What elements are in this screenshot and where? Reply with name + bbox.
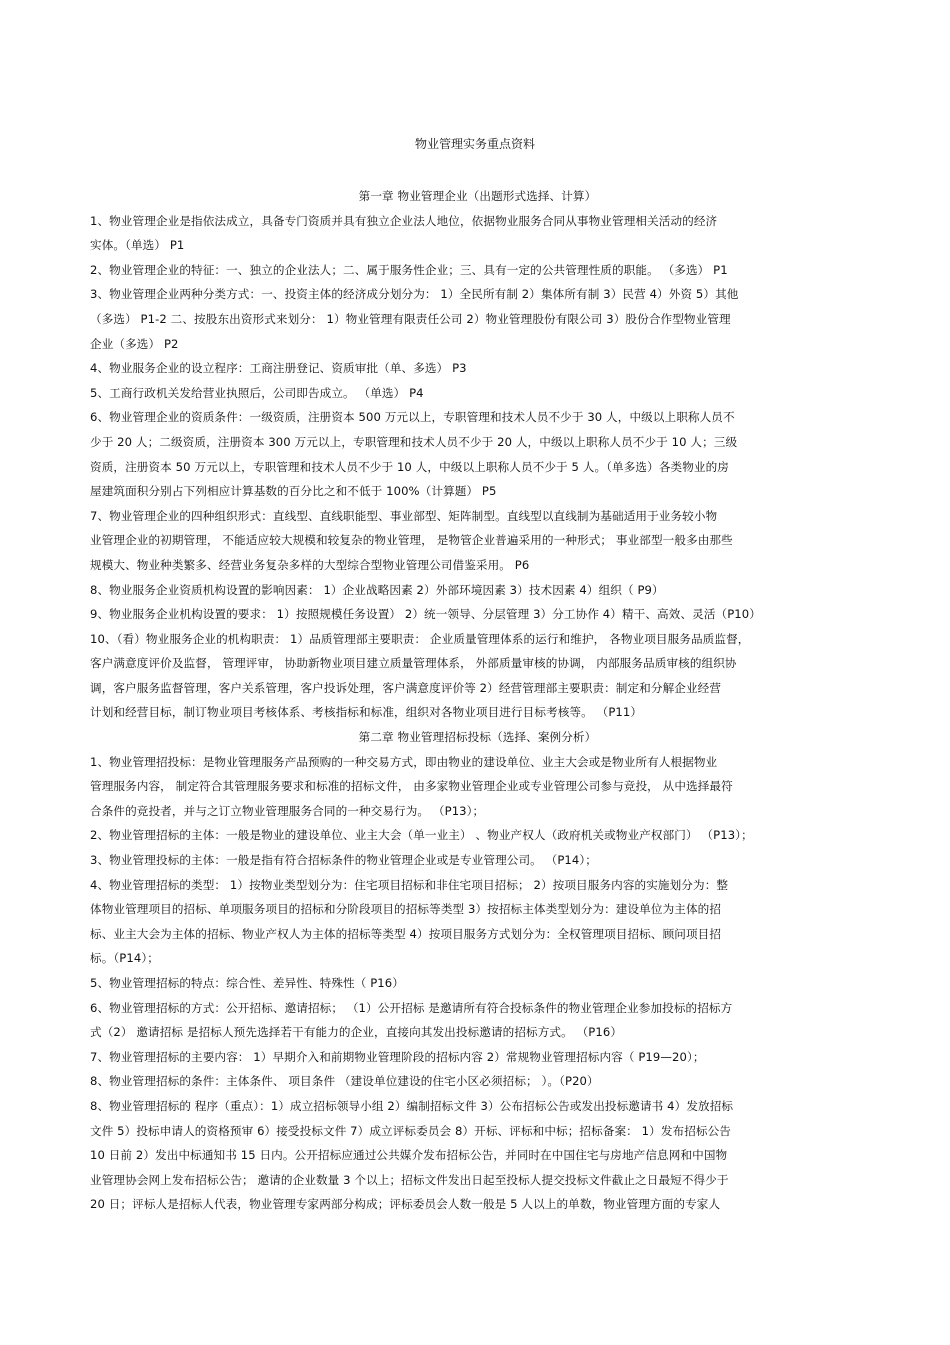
text-line: 3、物业管理企业两种分类方式：一、投资主体的经济成分划分为： 1）全民所有制 2）集体所有制 3）民营 4）外资 5）其他 bbox=[90, 287, 739, 302]
text-line: 计划和经营目标，制订物业项目考核体系、考核指标和标准，组织对各物业项目进行目标考核等。 （P11） bbox=[90, 705, 643, 720]
text-line: 合条件的竞投者，并与之订立物业管理服务合同的一种交易行为。 （P13）； bbox=[90, 803, 485, 818]
text-line: 业管理企业的初期管理， 不能适应较大规模和较复杂的物业管理， 是物管企业普遍采用的一种形式； 事业部型一般多由那些 bbox=[90, 533, 733, 548]
text-line: （多选） P1-2 二、按股东出资形式来划分： 1）物业管理有限责任公司 2）物业管理股份有限公司 3）股份合作型物业管理 bbox=[90, 311, 731, 326]
text-line: 10 日前 2）发出中标通知书 15 日内。公开招标应通过公共媒介发布招标公告，并同时在中国住宅与房地产信息网和中国物 bbox=[90, 1148, 728, 1163]
text-line: 10、（看）物业服务企业的机构职责： 1）品质管理部主要职责： 企业质量管理体系的运行和维护， 各物业项目服务品质监督， bbox=[90, 631, 750, 646]
text-line: 资质，注册资本 50 万元以上，专职管理和技术人员不少于 10 人，中级以上职称人员不少于 5 人。（单多选）各类物业的房 bbox=[90, 459, 729, 474]
text-line: 体物业管理项目的招标、单项服务项目的招标和分阶段项目的招标等类型 3）按招标主体类型划分为：建设单位为主体的招 bbox=[90, 902, 722, 917]
text-line: 6、物业管理企业的资质条件：一级资质，注册资本 500 万元以上，专职管理和技术人员不少于 30 人，中级以上职称人员不 bbox=[90, 410, 735, 425]
chapter-heading: 第二章 物业管理招标投标（选择、案例分析） bbox=[358, 730, 597, 745]
text-line: 企业（多选） P2 bbox=[90, 336, 179, 351]
text-line: 业管理协会网上发布招标公告； 邀请的企业数量 3 个以上；招标文件发出日起至投标人提交投标文件截止之日最短不得少于 bbox=[90, 1172, 729, 1187]
text-line: 8、物业管理招标的 程序（重点）：1）成立招标领导小组 2）编制招标文件 3）公布招标公告或发出投标邀请书 4）发放招标 bbox=[90, 1098, 734, 1113]
text-line: 式（2） 邀请招标 是招标人预先选择若干有能力的企业，直接向其发出投标邀请的招标方式。 （P16） bbox=[90, 1025, 623, 1040]
text-line: 1、物业管理招投标：是物业管理服务产品预购的一种交易方式，即由物业的建设单位、业主大会或是物业所有人根据物业 bbox=[90, 754, 718, 769]
text-line: 5、工商行政机关发给营业执照后，公司即告成立。 （单选） P4 bbox=[90, 385, 424, 400]
text-line: 文件 5）投标申请人的资格预审 6）接受投标文件 7）成立评标委员会 8）开标、评标和中标；招标备案： 1）发布招标公告 bbox=[90, 1123, 731, 1138]
document-title: 物业管理实务重点资料 bbox=[414, 137, 535, 151]
text-line: 标、业主大会为主体的招标、物业产权人为主体的招标等类型 4）按项目服务方式划分为：全权管理项目招标、顾问项目招 bbox=[90, 926, 722, 941]
text-line: 8、物业服务企业资质机构设置的影响因素： 1）企业战略因素 2）外部环境因素 3）技术因素 4）组织（ P9） bbox=[90, 582, 664, 597]
text-line: 少于 20 人；二级资质，注册资本 300 万元以上，专职管理和技术人员不少于 20 人，中级以上职称人员不少于 10 人；三级 bbox=[90, 434, 738, 449]
text-line: 1、物业管理企业是指依法成立，具备专门资质并具有独立企业法人地位，依据物业服务合同从事物业管理相关活动的经济 bbox=[90, 213, 718, 228]
text-line: 客户满意度评价及监督， 管理评审， 协助新物业项目建立质量管理体系， 外部质量审核的协调， 内部服务品质审核的组织协 bbox=[90, 656, 737, 671]
text-line: 管理服务内容， 制定符合其管理服务要求和标准的招标文件， 由多家物业管理企业或专业管理公司参与竞投， 从中选择最符 bbox=[90, 779, 733, 794]
chapter-heading: 第一章 物业管理企业（出题形式选择、计算） bbox=[358, 189, 597, 203]
text-line: 2、物业管理招标的主体：一般是物业的建设单位、业主大会（单一业主） 、物业产权人（政府机关或物业产权部门） （P13）； bbox=[90, 828, 753, 843]
text-line: 屋建筑面积分别占下列相应计算基数的百分比之和不低于 100%（计算题） P5 bbox=[90, 484, 497, 499]
text-line: 标。（P14）； bbox=[90, 951, 159, 966]
text-line: 7、物业管理招标的主要内容： 1）早期介入和前期物业管理阶段的招标内容 2）常规物业管理招标内容（ P19—20）； bbox=[90, 1049, 705, 1064]
document-body bbox=[90, 184, 865, 1217]
text-line: 2、物业管理企业的特征：一、独立的企业法人；二、属于服务性企业；三、具有一定的公共管理性质的职能。 （多选） P1 bbox=[90, 262, 728, 277]
text-line: 5、物业管理招标的特点：综合性、差异性、特殊性（ P16） bbox=[90, 976, 404, 990]
text-line: 实体。（单选） P1 bbox=[90, 238, 185, 253]
text-line: 4、物业服务企业的设立程序：工商注册登记、资质审批（单、多选） P3 bbox=[90, 361, 467, 376]
text-line: 9、物业服务企业机构设置的要求： 1）按照规模任务设置） 2）统一领导、分层管理 3）分工协作 4）精干、高效、灵活（P10） bbox=[90, 607, 761, 622]
text-line: 6、物业管理招标的方式：公开招标、邀请招标； （1）公开招标 是邀请所有符合投标条件的物业管理企业参加投标的招标方 bbox=[90, 1000, 733, 1015]
text-line: 20 日；评标人是招标人代表，物业管理专家两部分构成；评标委员会人数一般是 5 人以上的单数，物业管理方面的专家人 bbox=[90, 1197, 721, 1212]
text-line: 8、物业管理招标的条件：主体条件、 项目条件 （建设单位建设的住宅小区必须招标； ）。（P20） bbox=[90, 1074, 599, 1089]
text-line: 7、物业管理企业的四种组织形式：直线型、直线职能型、事业部型、矩阵制型。直线型以直线制为基础适用于业务较小物 bbox=[90, 508, 718, 523]
text-line: 3、物业管理投标的主体：一般是指有符合招标条件的物业管理企业或是专业管理公司。 （P14）； bbox=[90, 853, 597, 868]
text-line: 规模大、物业种类繁多、经营业务复杂多样的大型综合型物业管理公司借鉴采用。 P6 bbox=[90, 557, 530, 572]
text-line: 4、物业管理招标的类型： 1）按物业类型划分为：住宅项目招标和非住宅项目招标； 2）按项目服务内容的实施划分为：整 bbox=[90, 877, 729, 892]
text-line: 调，客户服务监督管理，客户关系管理，客户投诉处理，客户满意度评价等 2）经营管理部主要职责：制定和分解企业经营 bbox=[90, 680, 722, 695]
